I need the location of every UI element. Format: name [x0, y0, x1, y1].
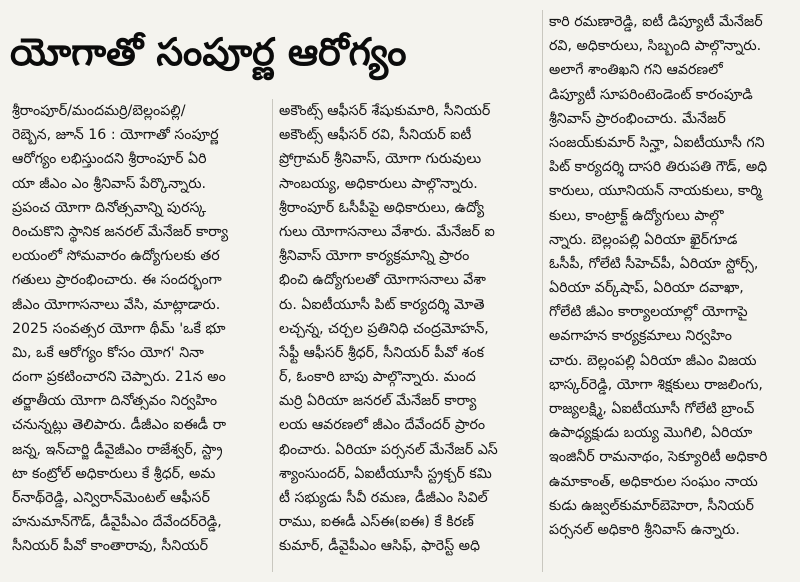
- text-line: సీనియర్ పీవో కాంతారావు, సీనియర్: [12, 538, 209, 555]
- headline: యోగాతో సంపూర్ణ ఆరోగ్యం: [10, 30, 407, 74]
- text-line: జన్న, ఇన్‌చార్జి డీవైజీఎం రాజేశ్వర్, స్ట్రా: [12, 441, 223, 458]
- text-line: భించి ఉద్యోగులతో యోగాసనాలు వేశా: [279, 272, 486, 289]
- text-line: మి, ఒకే ఆరోగ్యం కోసం యోగ' నినా: [12, 344, 204, 361]
- text-line: కులు, కాంట్రాక్ట్ ఉద్యోగులు పాల్గొ: [549, 207, 724, 224]
- text-line: సేఫ్టీ ఆఫీసర్ శ్రీధర్, సీనియర్ పీవో శంక: [279, 344, 485, 361]
- text-line: ప్రోగ్రామర్ శ్రీనివాస్, యోగా గురువులు: [279, 151, 482, 168]
- text-line: ఉపాధ్యక్షుడు బయ్య మొగిలి, ఏరియా: [549, 425, 753, 442]
- text-line: మర్రి ఏరియా జనరల్ మేనేజర్ కార్యా: [279, 393, 477, 410]
- text-line: సంజయ్‌కుమార్ సిన్హా, ఏఐటీయూసీ గని: [549, 134, 765, 151]
- text-line: హనుమాన్‌గౌడ్, డీవైపీఎం దేవేందర్‌రెడ్డి,: [12, 514, 222, 531]
- text-line: తర్జాతీయ యోగా దినోత్సవం నిర్వహిం: [12, 393, 218, 410]
- text-line: ఇంజినీర్ రామనాథం, సెక్యూరిటీ అధికారి: [549, 449, 768, 466]
- text-line: రవి, అధికారులు, సిబ్బంది పాల్గొన్నారు.: [549, 38, 762, 55]
- text-line: గులు యోగాసనాలు వేశారు. మేనేజర్ ఐ: [279, 223, 495, 240]
- text-line: కారి రమణారెడ్డి, ఐటీ డిప్యూటీ మేనేజర్: [549, 14, 763, 30]
- text-line: దంగా ప్రకటించారని చెప్పారు. 21న అం: [12, 369, 226, 386]
- text-line: జీఎం యోగాసనాలు వేసి, మాట్లాడారు.: [12, 296, 221, 313]
- text-line: కారులు, యూనియన్ నాయకులు, కార్మి: [549, 183, 762, 200]
- text-line: ర్, ఓంకారి బాపు పాల్గొన్నారు. మంద: [279, 369, 476, 386]
- text-line: యా జీఎం ఎం శ్రీనివాస్ పేర్కొన్నారు.: [12, 175, 207, 192]
- text-line: కుడు ఉజ్వల్‌కుమార్‌బెహెరా, సీనియర్: [549, 497, 754, 514]
- text-line: శ్రీరాంపూర్ ఓసీపీపై అధికారులు, ఉద్యో: [279, 199, 485, 216]
- text-line: అవగాహన కార్యక్రమాలు నిర్వహిం: [549, 328, 732, 345]
- text-line: శ్యాంసుందర్, ఏఐటీయూసీ స్ట్రక్చర్ కమి: [279, 465, 492, 482]
- text-line: లయ ఆవరణలో జీఎం దేవేందర్ ప్రారం: [279, 417, 486, 434]
- article-column-3: [549, 10, 789, 542]
- text-line: ఉమాకాంత్, అధికారుల సంఘం నాయ: [549, 473, 758, 490]
- text-line: టీ సభ్యుడు సీవీ రమణ, డీజీఎం సివిల్: [279, 490, 488, 506]
- column-divider: [542, 10, 543, 572]
- text-line: శ్రీరాంపూర్/మందమర్రి/బెల్లంపల్లి/: [12, 103, 186, 119]
- text-line: ఓసీపీ, గోలేటి సీహెచ్‌పీ, ఏరియా స్టోర్స్,: [549, 255, 759, 272]
- text-line: అలాగే శాంతిఖని గని ఆవరణలో: [549, 62, 723, 79]
- text-line: గోలేటి జీఎం కార్యాలయాల్లో యోగాపై: [549, 304, 748, 321]
- text-line: చారు. బెల్లంపల్లి ఏరియా జీఎం విజయ: [549, 352, 757, 369]
- text-line: 2025 సంవత్సర యోగా థీమ్ 'ఒకే భూ: [12, 320, 226, 337]
- text-line: ప్రపంచ యోగా దినోత్సవాన్ని పురస్క: [12, 199, 207, 216]
- text-line: శ్రీనివాస్ ప్రారంభించారు. మేనేజర్: [549, 110, 726, 127]
- text-line: ఏరియా వర్క్‌షాప్, ఏరియా దవాఖా,: [549, 280, 744, 297]
- column-divider: [272, 99, 273, 572]
- text-line: కుమార్, డీవైపీఎం ఆసిఫ్, ఫారెస్ట్ అధి: [279, 538, 481, 555]
- text-line: ర్‌నాథ్‌రెడ్డి, ఎన్విరాన్‌మెంటల్ ఆఫీసర్: [12, 490, 210, 506]
- article-column-1: [12, 99, 267, 559]
- text-line: డిప్యూటీ సూపరింటెండెంట్ కారంపూడి: [549, 86, 753, 103]
- text-line: భాస్కర్‌రెడ్డి, యోగా శిక్షకులు రాజలింగు,: [549, 376, 763, 393]
- text-line: సాంబయ్య, అధికారులు పాల్గొన్నారు.: [279, 175, 478, 192]
- text-line: రాజ్యలక్ష్మి, ఏఐటీయూసీ గోలేటి బ్రాంచ్: [549, 401, 755, 417]
- text-line: అకౌంట్స్ ఆఫీసర్ రవి, సీనియర్ ఐటీ: [279, 127, 472, 144]
- text-line: ఆరోగ్యం లభిస్తుందని శ్రీరాంపూర్ ఏరి: [12, 151, 207, 168]
- text-line: పర్సనల్ అధికారి శ్రీనివాస్ ఉన్నారు.: [549, 521, 740, 538]
- text-line: రించుకొని స్థానిక జనరల్ మేనేజర్ కార్యా: [12, 223, 229, 240]
- article-column-2: [279, 99, 537, 559]
- text-line: రు. ఏఐటీయూసీ పిట్ కార్యదర్శి మోతె: [279, 296, 485, 313]
- text-line: చనున్నట్లు తెలిపారు. డీజీఎం ఐఈడీ రా: [12, 417, 226, 434]
- text-line: లచ్చన్న, చర్చల ప్రతినిధి చంద్రమోహన్,: [279, 320, 489, 337]
- text-line: భించారు. ఏరియా పర్సనల్ మేనేజర్ ఎస్: [279, 441, 498, 458]
- text-line: రాము, ఐఈడీ ఎస్ఈ(ఐఈ) కే కిరణ్: [279, 514, 474, 531]
- text-line: టా కంట్రోల్ అధికారులు కే శ్రీధర్, అమ: [12, 465, 216, 482]
- text-line: శ్రీనివాస్ యోగా కార్యక్రమాన్ని ప్రారం: [279, 248, 470, 265]
- text-line: పిట్ కార్యదర్శి దాసరి తిరుపతి గౌడ్, అధి: [549, 159, 768, 176]
- text-line: గతులు ప్రారంభించారు. ఈ సందర్భంగా: [12, 272, 222, 289]
- text-line: అకౌంట్స్ ఆఫీసర్ శేషుకుమారి, సీనియర్: [279, 103, 491, 119]
- text-line: రెబ్బెన, జూన్ 16 : యోగాతో సంపూర్ణ: [12, 127, 219, 144]
- text-line: న్నారు. బెల్లంపల్లి ఏరియా ఖైర్‌గూడ: [549, 231, 738, 248]
- text-line: లయంలో సోమవారం ఉద్యోగులకు తర: [12, 248, 220, 265]
